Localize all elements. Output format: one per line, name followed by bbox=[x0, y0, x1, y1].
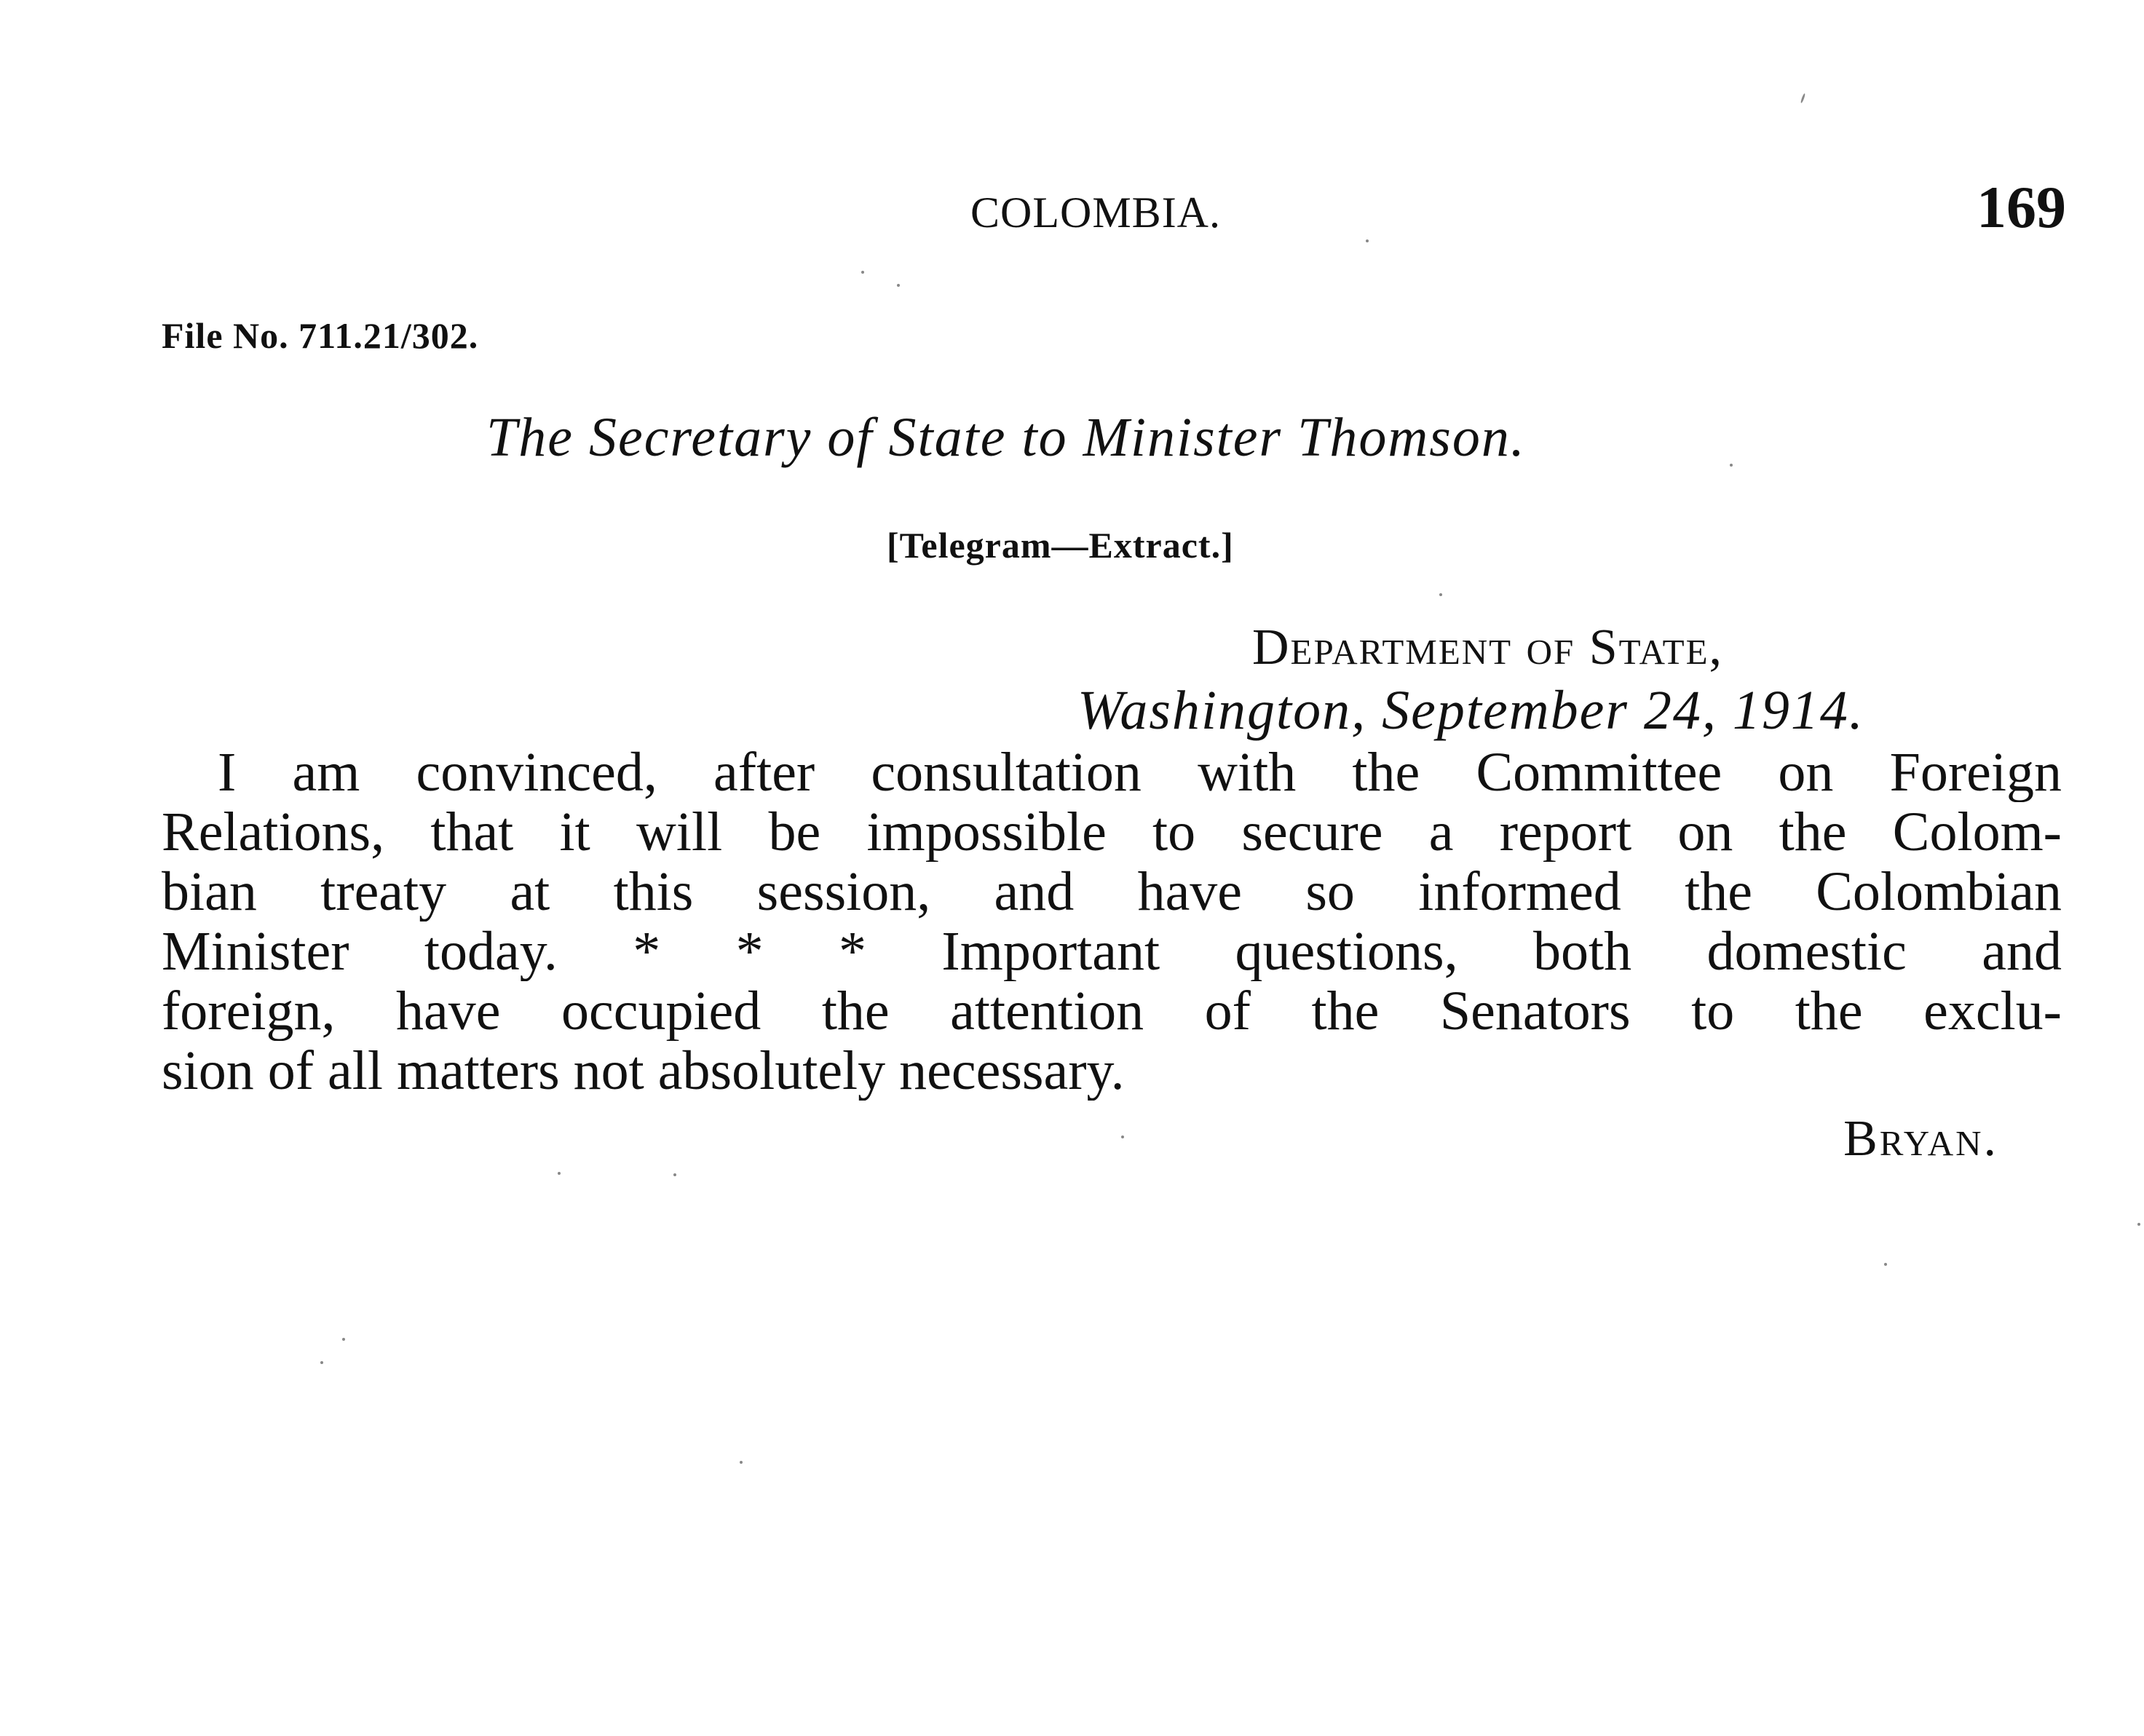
dateline-organization: Department of State, bbox=[1252, 619, 1724, 675]
scan-speck bbox=[861, 271, 864, 274]
document-subheading: [Telegram—Extract.] bbox=[887, 525, 1234, 566]
body-line: bian treaty at this session, and have so informed the Colombian bbox=[162, 862, 2062, 921]
scan-speck bbox=[1121, 1135, 1124, 1138]
body-line: sion of all matters not absolutely necessary. bbox=[162, 1041, 1125, 1101]
signature: Bryan. bbox=[1843, 1111, 1998, 1167]
scan-speck bbox=[1366, 239, 1369, 242]
body-line: I am convinced, after consultation with the Committee on Foreign bbox=[218, 742, 2062, 802]
scan-speck bbox=[1730, 464, 1733, 467]
body-line: Relations, that it will be impossible to secure a report on the Colom- bbox=[162, 802, 2062, 862]
scan-speck bbox=[558, 1172, 561, 1175]
scan-speck bbox=[342, 1338, 345, 1341]
scan-speck bbox=[1800, 93, 1806, 103]
scan-speck bbox=[2137, 1223, 2140, 1226]
scan-speck bbox=[320, 1361, 323, 1364]
document-heading: The Secretary of State to Minister Thomson. bbox=[486, 407, 1526, 468]
body-line: foreign, have occupied the attention of the Senators to the exclu- bbox=[162, 981, 2062, 1041]
telegram-body bbox=[162, 742, 2062, 1101]
page-number: 169 bbox=[1977, 174, 2066, 240]
file-number: File No. 711.21/302. bbox=[162, 315, 479, 356]
scan-speck bbox=[897, 284, 900, 287]
scan-speck bbox=[740, 1461, 743, 1464]
scan-speck bbox=[1884, 1263, 1887, 1266]
body-line: Minister today. * * * Important questions, both domestic and bbox=[162, 921, 2062, 981]
scan-speck bbox=[1439, 593, 1442, 596]
scan-speck bbox=[673, 1173, 676, 1176]
dateline-place-date: Washington, September 24, 1914. bbox=[1077, 680, 1864, 741]
running-head: COLOMBIA. bbox=[970, 189, 1222, 237]
